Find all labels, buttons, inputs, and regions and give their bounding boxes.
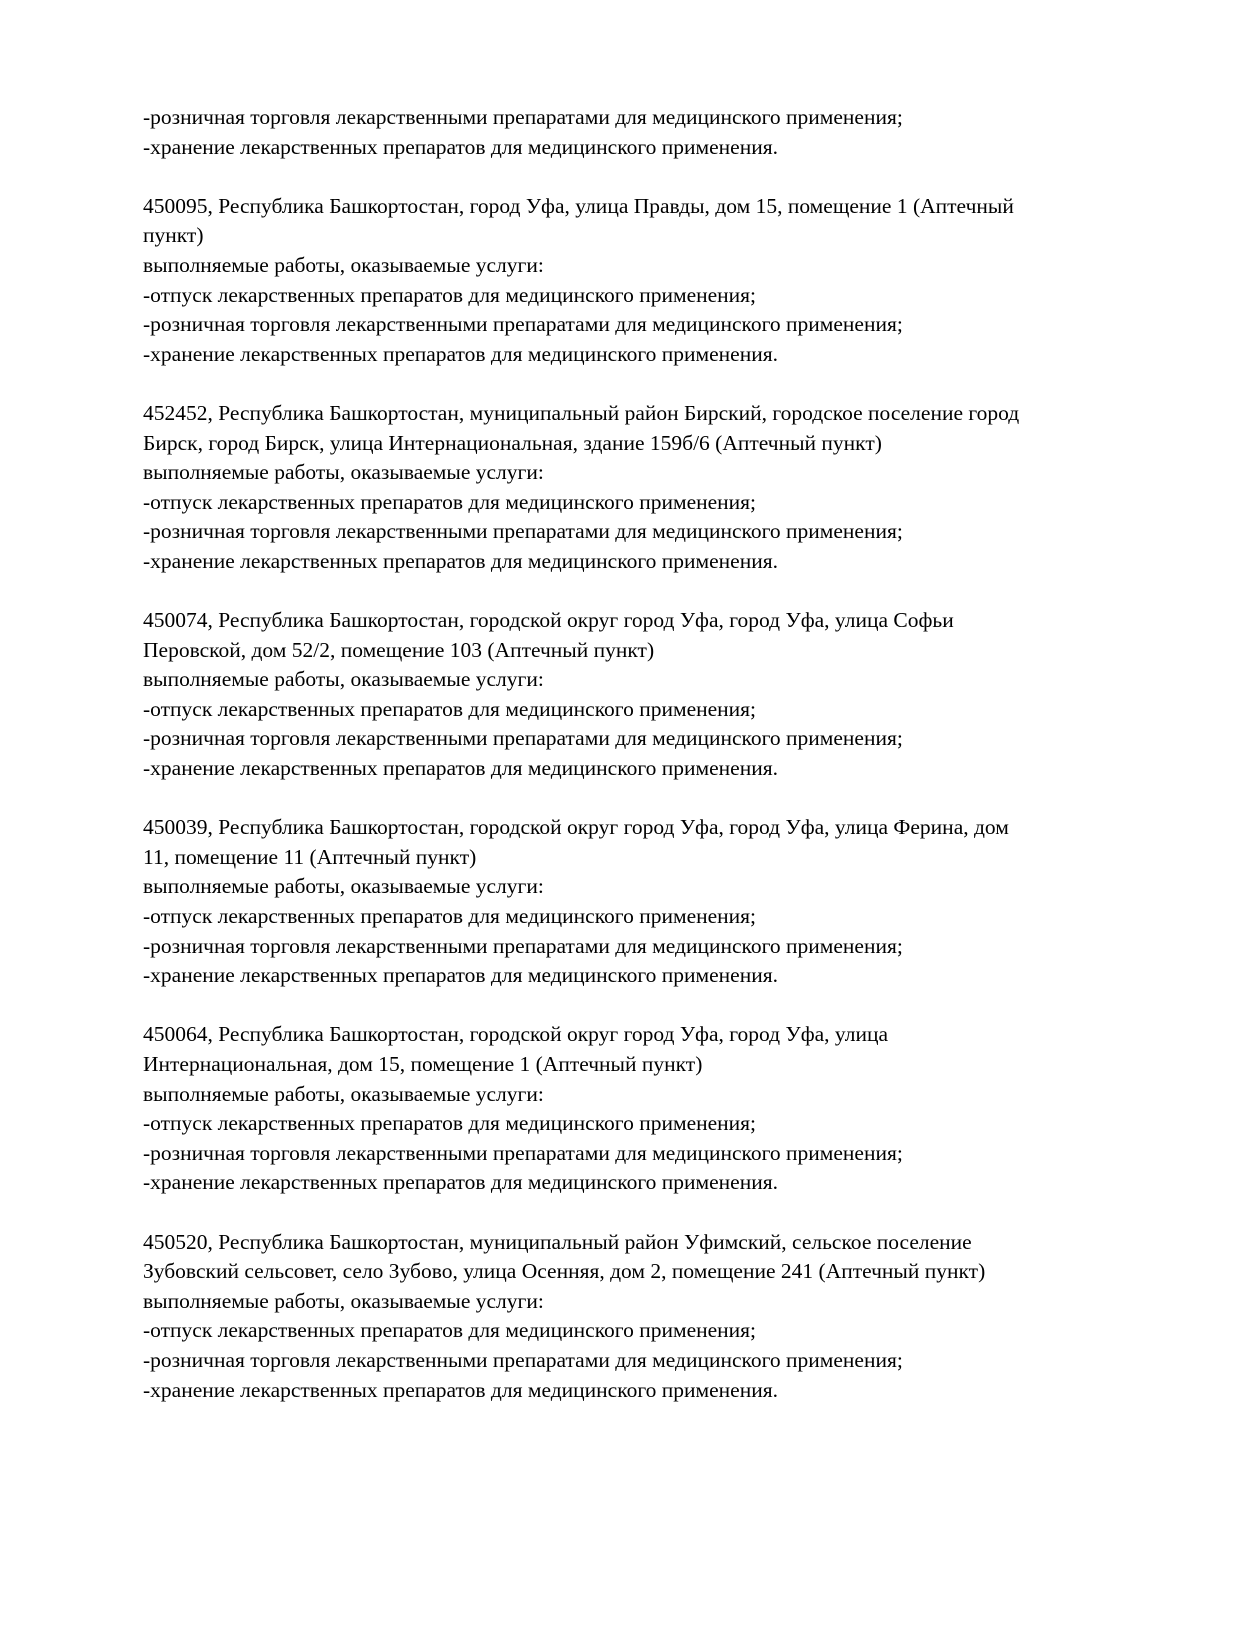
services-header: выполняемые работы, оказываемые услуги: [143, 874, 544, 899]
service-line: -розничная торговля лекарственными препаратами для медицинского применения; [143, 1347, 903, 1372]
services-header: выполняемые работы, оказываемые услуги: [143, 460, 544, 485]
service-line: -хранение лекарственных препаратов для медицинского применения. [143, 134, 778, 159]
address-line: Перовской, дом 52/2, помещение 103 (Аптечный пункт) [143, 637, 655, 662]
address-line: Зубовский сельсовет, село Зубово, улица Осенняя, дом 2, помещение 241 (Аптечный пункт) [143, 1259, 986, 1284]
service-line: -розничная торговля лекарственными препаратами для медицинского применения; [143, 933, 903, 958]
address-entry [143, 606, 1143, 784]
document-page [143, 103, 1143, 1405]
address-line: 450095, Республика Башкортостан, город Уфа, улица Правды, дом 15, помещение 1 (Аптечный [143, 193, 1014, 218]
services-header: выполняемые работы, оказываемые услуги: [143, 1081, 544, 1106]
address-line: 450074, Республика Башкортостан, городской округ город Уфа, город Уфа, улица Софьи [143, 608, 954, 633]
address-line: Интернациональная, дом 15, помещение 1 (Аптечный пункт) [143, 1052, 703, 1076]
address-entry [143, 1020, 1143, 1198]
service-line: -розничная торговля лекарственными препаратами для медицинского применения; [143, 105, 903, 129]
service-line: -отпуск лекарственных препаратов для медицинского применения; [143, 1111, 757, 1136]
address-line: пункт) [143, 223, 204, 248]
address-line: 450039, Республика Башкортостан, городской округ город Уфа, город Уфа, улица Ферина, дом [143, 815, 1009, 840]
address-entry [143, 813, 1143, 991]
address-entry [143, 399, 1143, 577]
services-header: выполняемые работы, оказываемые услуги: [143, 252, 544, 277]
address-entry [143, 1228, 1143, 1406]
service-line: -отпуск лекарственных препаратов для медицинского применения; [143, 1318, 757, 1343]
address-line: 450064, Республика Башкортостан, городской округ город Уфа, город Уфа, улица [143, 1022, 889, 1047]
service-line: -отпуск лекарственных препаратов для медицинского применения; [143, 904, 757, 929]
service-line: -хранение лекарственных препаратов для медицинского применения. [143, 1170, 778, 1195]
address-line: Бирск, город Бирск, улица Интернациональная, здание 159б/6 (Аптечный пункт) [143, 430, 882, 455]
service-line: -розничная торговля лекарственными препаратами для медицинского применения; [143, 726, 903, 751]
address-line: 450520, Республика Башкортостан, муниципальный район Уфимский, сельское поселение [143, 1229, 972, 1254]
service-line: -розничная торговля лекарственными препаратами для медицинского применения; [143, 519, 903, 544]
service-line: -розничная торговля лекарственными препаратами для медицинского применения; [143, 1140, 903, 1165]
service-line: -отпуск лекарственных препаратов для медицинского применения; [143, 489, 757, 514]
service-line: -хранение лекарственных препаратов для медицинского применения. [143, 756, 778, 781]
service-line: -отпуск лекарственных препаратов для медицинского применения; [143, 282, 757, 307]
service-line: -хранение лекарственных препаратов для медицинского применения. [143, 548, 778, 573]
address-line: 11, помещение 11 (Аптечный пункт) [143, 844, 477, 869]
address-entry [143, 192, 1143, 370]
services-header: выполняемые работы, оказываемые услуги: [143, 667, 544, 692]
service-line: -хранение лекарственных препаратов для медицинского применения. [143, 1377, 778, 1402]
intro-block [143, 103, 1143, 162]
service-line: -хранение лекарственных препаратов для медицинского применения. [143, 341, 778, 366]
service-line: -хранение лекарственных препаратов для медицинского применения. [143, 963, 778, 988]
address-line: 452452, Республика Башкортостан, муниципальный район Бирский, городское поселение город [143, 400, 1020, 425]
service-line: -розничная торговля лекарственными препаратами для медицинского применения; [143, 312, 903, 337]
services-header: выполняемые работы, оказываемые услуги: [143, 1288, 544, 1313]
service-line: -отпуск лекарственных препаратов для медицинского применения; [143, 696, 757, 721]
